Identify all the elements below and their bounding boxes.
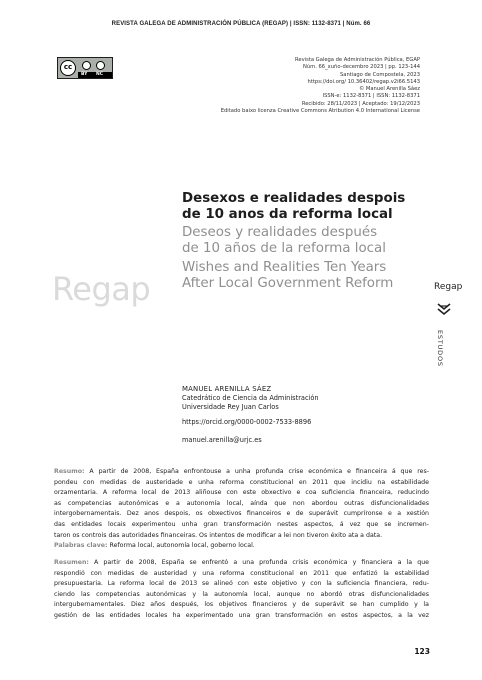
journal-header: REVISTA GALEGA DE ADMINISTRACIÓN PÚBLICA (REGAP) | ISSN: 1132-8371 | Núm. 66 bbox=[111, 21, 371, 27]
regap-emblem-icon bbox=[437, 302, 451, 321]
cc-icon: cc bbox=[60, 60, 76, 76]
section-label: ESTUDOS bbox=[436, 330, 444, 367]
meta-journal: Revista Galega de Administración Pública, EGAP bbox=[295, 57, 420, 63]
meta-place: Santiago de Compostela, 2023 bbox=[339, 71, 420, 78]
title-galician-line-1: Desexos e realidades despois bbox=[182, 191, 406, 206]
abstract-text: A partir de 2008, España enfrontouse a unha profunda crise económica e financeira á que res- bbox=[89, 468, 429, 475]
cc-license-badge[interactable] bbox=[57, 57, 113, 79]
abstract-line: pondeu con medidas de austeridade e unha reforma constitucional en 2011 que incidiu na estabilidade bbox=[54, 478, 429, 486]
license-by-label: BY bbox=[81, 72, 88, 77]
attribution-icon bbox=[82, 61, 91, 70]
meta-copyright: © Manuel Arenilla Sáez bbox=[359, 86, 420, 93]
noncommercial-icon bbox=[96, 61, 105, 70]
title-galician-line-2: de 10 anos da reforma local bbox=[182, 207, 393, 222]
meta-issue: Núm. 66_xuño-decembro 2023 | pp. 123-144 bbox=[302, 64, 420, 71]
abstract-line bbox=[54, 558, 429, 569]
abstract-text: A partir de 2008, España se enfrentó a una profunda crisis económica y financiera a la que bbox=[94, 559, 429, 566]
abstract-line: taron os controis das autoridades financeiras. Os intentos de modificar a lei non tiveron éxito ata a data. bbox=[54, 531, 383, 539]
meta-dates: Recibido: 28/11/2023 | Aceptado: 19/12/2023 bbox=[301, 100, 420, 107]
meta-issn: ISSN-e: 1132-8371 | ISSN: 1132-8371 bbox=[322, 93, 420, 100]
abstract-label: Resumen: bbox=[54, 559, 89, 566]
regap-watermark-logo: Regap bbox=[52, 270, 151, 308]
author-orcid-link[interactable]: https://orcid.org/0000-0002-7533-8896 bbox=[182, 417, 312, 426]
abstract-line: respondió con medidas de austeridad y una reforma constitucional en 2011 que enfatizó la estabilidad bbox=[54, 569, 429, 577]
abstract-label: Resumo: bbox=[54, 468, 85, 475]
keywords-label: Palabras clave: bbox=[54, 542, 108, 550]
abstract-line bbox=[54, 467, 429, 478]
abstract-galician bbox=[54, 467, 429, 552]
author-block bbox=[182, 384, 319, 445]
abstract-line: das entidades locais experimentou unha gran transformación nestes aspectos, á vez que se incremen- bbox=[54, 520, 429, 528]
title-spanish-line-1: Deseos y realidades después bbox=[182, 225, 378, 240]
author-position: Catedrático de Ciencia da Administración bbox=[182, 394, 319, 402]
abstract-line: intergubernamentales. Diez años después, los objetivos financieros y de superávit se han cumplido y la bbox=[54, 601, 429, 609]
meta-doi-link[interactable]: https://doi.org/ 10.36402/regap.v2i66.5143 bbox=[307, 78, 420, 85]
title-english-line-2: After Local Government Reform bbox=[182, 276, 394, 291]
abstract-line: as competencias autonómicas e a autonomía local, aínda que non abordou outras disfuncionalidades bbox=[54, 499, 429, 507]
abstract-line: intergobernamentais. Dez anos despois, os obxectivos financeiros e de superávit cumpríronse e a xestión bbox=[54, 510, 429, 518]
publication-metadata bbox=[221, 57, 420, 115]
keywords-line bbox=[54, 541, 429, 552]
author-name: MANUEL ARENILLA SÁEZ bbox=[182, 385, 272, 393]
abstract-line: presupuestaria. La reforma local de 2013 se alineó con este objetivo y con la suficiencia financiera, redu- bbox=[54, 580, 429, 588]
license-nc-label: NC bbox=[96, 72, 104, 77]
abstract-line: ciendo las competencias autonómicas y la autonomía local, aunque no abordó otras disfuncionalidades bbox=[54, 590, 429, 598]
regap-side-logo: Regap bbox=[434, 282, 463, 292]
title-english-line-1: Wishes and Realities Ten Years bbox=[182, 260, 387, 275]
title-spanish-line-2: de 10 años de la reforma local bbox=[182, 241, 386, 256]
abstract-spanish bbox=[54, 558, 429, 622]
abstract-line: gestión de las entidades locales ha experimentado una gran transformación en estos aspectos, a la vez bbox=[54, 611, 429, 619]
author-institution: Universidade Rey Juan Carlos bbox=[182, 403, 279, 412]
abstract-line: orzamentaria. A reforma local de 2013 aliñouse con este obxectivo e coa suficiencia financeira, reducindo bbox=[54, 489, 429, 497]
author-email-link[interactable]: manuel.arenilla@urjc.es bbox=[182, 435, 262, 444]
meta-license: Editado baixo licenza Creative Commons Atribution 4.0 International License bbox=[220, 108, 420, 115]
keywords-text: Reforma local, autonomía local, goberno local. bbox=[109, 542, 255, 550]
page-number: 123 bbox=[414, 647, 430, 656]
article-titles bbox=[182, 191, 405, 292]
